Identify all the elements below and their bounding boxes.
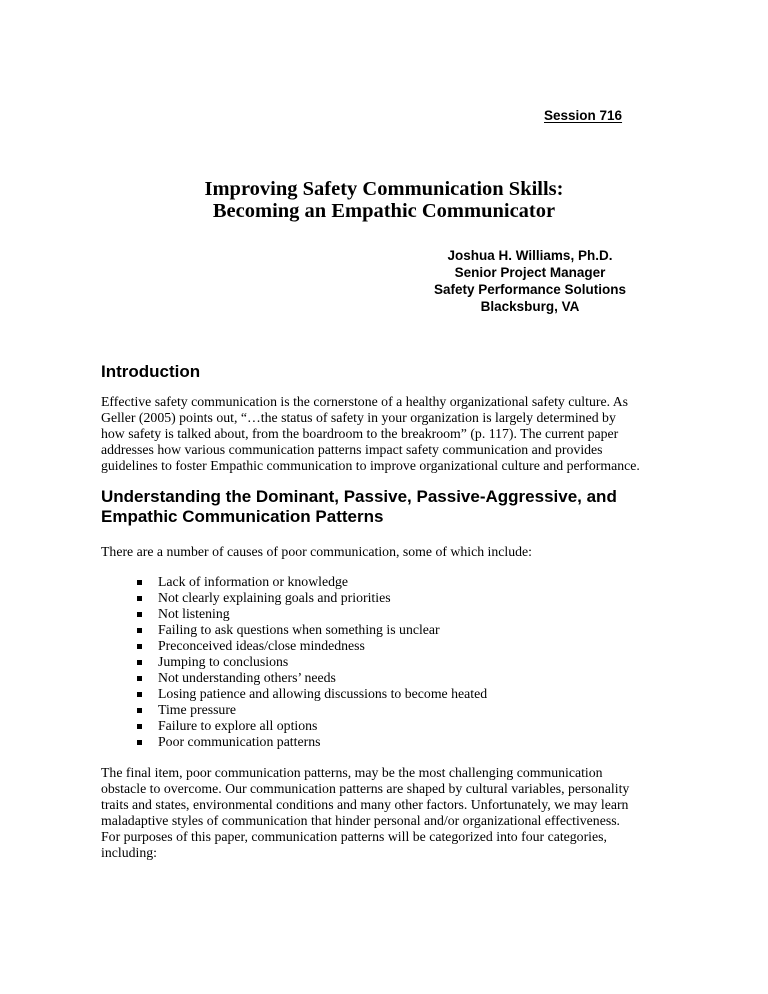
square-bullet-icon (137, 644, 142, 649)
list-item: Not listening (101, 606, 601, 622)
introduction-paragraph (101, 394, 671, 474)
session-label: Session 716 (544, 108, 623, 123)
list-item: Losing patience and allowing discussions to become heated (101, 686, 601, 702)
paragraph-line: obstacle to overcome. Our communication patterns are shaped by cultural variables, personality (101, 781, 630, 796)
square-bullet-icon (137, 724, 142, 729)
introduction-heading: Introduction (101, 362, 201, 381)
list-item: Not understanding others’ needs (101, 670, 601, 686)
square-bullet-icon (137, 660, 142, 665)
paragraph-line: how safety is talked about, from the boardroom to the breakroom” (p. 117). The current paper (101, 426, 619, 441)
list-item: Not clearly explaining goals and priorities (101, 590, 601, 606)
causes-list (101, 574, 601, 750)
paragraph-line: Geller (2005) points out, “…the status of safety in your organization is largely determined by (101, 410, 616, 425)
list-item: Time pressure (101, 702, 601, 718)
square-bullet-icon (137, 708, 142, 713)
paragraph-line: There are a number of causes of poor communication, some of which include: (101, 544, 533, 559)
paragraph-line: including: (101, 845, 157, 860)
patterns-heading (101, 487, 617, 527)
causes-intro (101, 544, 671, 560)
square-bullet-icon (137, 580, 142, 585)
patterns-heading-line-1: Understanding the Dominant, Passive, Passive-Aggressive, and (101, 487, 617, 506)
list-item: Lack of information or knowledge (101, 574, 601, 590)
list-item: Preconceived ideas/close mindedness (101, 638, 601, 654)
paragraph-line: Effective safety communication is the cornerstone of a healthy organizational safety culture. As (101, 394, 629, 409)
square-bullet-icon (137, 612, 142, 617)
author-location: Blacksburg, VA (480, 299, 580, 314)
paragraph-line: addresses how various communication patterns impact safety communication and provides (101, 442, 603, 457)
title-line-1: Improving Safety Communication Skills: (204, 178, 564, 200)
patterns-heading-line-2: Empathic Communication Patterns (101, 507, 384, 526)
paragraph-line: For purposes of this paper, communication patterns will be categorized into four categories, (101, 829, 607, 844)
square-bullet-icon (137, 676, 142, 681)
square-bullet-icon (137, 628, 142, 633)
paragraph-line: The final item, poor communication patterns, may be the most challenging communication (101, 765, 603, 780)
closing-paragraph (101, 765, 671, 861)
paragraph-line: maladaptive styles of communication that hinder personal and/or organizational effectiveness. (101, 813, 621, 828)
author-name: Joshua H. Williams, Ph.D. (447, 248, 613, 263)
list-item: Failing to ask questions when something is unclear (101, 622, 601, 638)
square-bullet-icon (137, 692, 142, 697)
list-item: Poor communication patterns (101, 734, 601, 750)
document-title (100, 178, 668, 222)
list-item: Failure to explore all options (101, 718, 601, 734)
list-item: Jumping to conclusions (101, 654, 601, 670)
author-organization: Safety Performance Solutions (433, 282, 627, 297)
author-position: Senior Project Manager (454, 265, 606, 280)
paragraph-line: traits and states, environmental conditions and many other factors. Unfortunately, we may learn (101, 797, 629, 812)
title-line-2: Becoming an Empathic Communicator (212, 200, 556, 222)
author-info (400, 247, 660, 315)
paragraph-line: guidelines to foster Empathic communication to improve organizational culture and performance. (101, 458, 640, 473)
square-bullet-icon (137, 596, 142, 601)
square-bullet-icon (137, 740, 142, 745)
